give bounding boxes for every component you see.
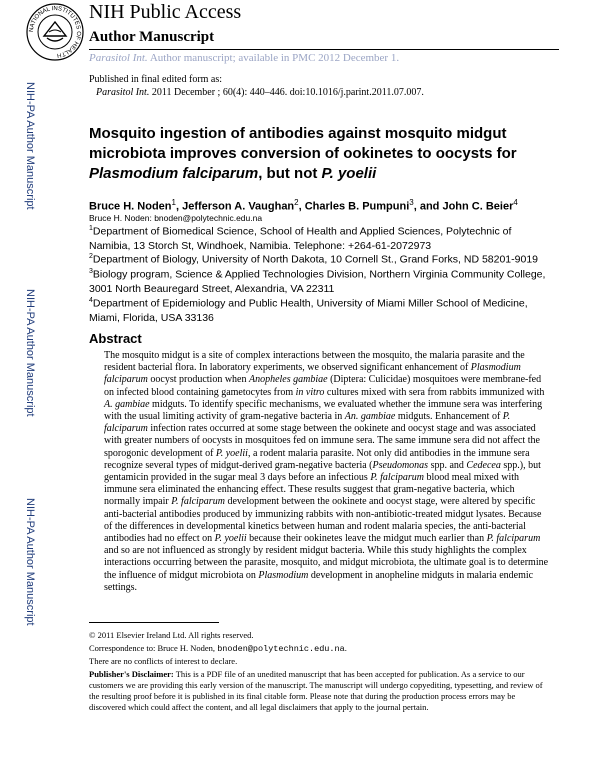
abstract-italic: in vitro: [295, 386, 325, 398]
author-separator: ,: [298, 200, 305, 213]
author-separator: ,: [175, 200, 183, 213]
correspondence-label: Correspondence to: Bruce H. Noden,: [89, 643, 218, 653]
author-sup: 4: [513, 198, 518, 207]
author-sup: 3: [409, 198, 414, 207]
abstract-italic: P. yoelii: [214, 533, 247, 545]
title-connector: , but not: [258, 165, 322, 182]
copyright-notice: © 2011 Elsevier Ireland Ltd. All rights reserved.: [89, 630, 254, 640]
author-sup: 2: [294, 198, 299, 207]
author-name: Jefferson A. Vaughan: [182, 200, 295, 213]
abstract-text: midguts. Enhancement of: [395, 411, 503, 423]
abstract-text: (Diptera: Culicidae) mosquitoes were membrane-fed on infected blood containing gametocytes from: [104, 374, 542, 398]
author-name: Bruce H. Noden: [89, 200, 172, 213]
corresponding-email: Bruce H. Noden: bnoden@polytechnic.edu.na: [89, 213, 263, 223]
correspondence-note: [89, 643, 549, 655]
availability-text: Author manuscript; available in PMC 2012 December 1.: [147, 52, 400, 64]
abstract-italic: P. falciparum: [370, 472, 425, 484]
citation-details: 2011 December ; 60(4): 440–446. doi:10.1016/j.parint.2011.07.007.: [149, 87, 424, 98]
abstract-italic: P. yoelii: [215, 447, 248, 459]
affiliation-1: [89, 222, 549, 253]
nih-seal-logo: [25, 2, 85, 62]
citation: [96, 87, 424, 98]
abstract-italic: An. gambiae: [344, 411, 396, 423]
header-title: NIH Public Access: [89, 1, 242, 23]
disclaimer-text: This is a PDF file of an unedited manuscript that has been accepted for publication. As a service to our customers we are providing this early version of the manuscript. The manuscript will undergo copyediting, typesetting, and review of the resulting proof before it is published in its final citable form. Please note that during the production process errors may be discovered which could affect the content, and all legal disclaimers that apply to the journal pertain.: [89, 669, 543, 712]
affiliation-sup: 4: [89, 297, 93, 304]
title-species-2: P. yoelii: [321, 165, 377, 182]
abstract-text: cultures mixed with sera from rabbits immunized with: [324, 386, 545, 398]
author-name: Charles B. Pumpuni: [304, 200, 410, 213]
svg-text:NATIONAL INSTITUTES OF HEALTH: NATIONAL INSTITUTES OF HEALTH: [28, 5, 82, 58]
affiliation-text: Biology program, Science & Applied Technologies Division, Northern Virginia Community College, 3001 North Beauregard Street, Alexandria, VA 22311: [89, 268, 546, 295]
published-in-label: Published in final edited form as:: [89, 74, 223, 85]
abstract-italic: P. falciparum: [171, 496, 225, 508]
title-text: Mosquito ingestion of antibodies against mosquito midgut microbiota improves conversion of ookinetes to oocysts for: [89, 125, 517, 162]
header-subtitle: Author Manuscript: [89, 29, 215, 45]
abstract-text: oocyst production when: [147, 374, 249, 386]
affiliation-text: Department of Biology, University of North Dakota, 10 Cornell St., Grand Forks, ND 58201-9019: [92, 253, 538, 266]
affiliation-sup: 3: [89, 268, 93, 275]
conflict-statement: There are no conflicts of interest to declare.: [89, 656, 238, 666]
abstract-text: development between the ookinete and oocyst stage, were altered by specific anti-bacterial antibodies produced by immunizing rabbits with non-antibiotic-treated midgut lysates. Because of the differences in developmental kinetics between human and rodent malaria species, the anti-bacterial antibodies had no effect on: [104, 496, 542, 545]
abstract-text: midguts. To identify specific mechanisms, we evaluated whether the immune sera was interfering with the usual limiting activity of gram-negative bacteria in: [104, 398, 543, 423]
availability-line: [89, 52, 399, 64]
header-divider: [89, 49, 559, 50]
publisher-disclaimer: [89, 669, 549, 713]
abstract-heading: Abstract: [89, 331, 142, 346]
abstract-text: The mosquito midgut is a site of complex interactions between the mosquito, the malaria parasite and the resident bacterial flora. In laboratory experiments, we observed significant enhancement of: [104, 350, 525, 374]
abstract-italic: A. gambiae: [104, 398, 150, 410]
abstract-italic: Cedecea: [466, 459, 501, 471]
abstract-italic: P. falciparum: [104, 411, 511, 435]
abstract-text: development in anopheline midguts in malaria endemic settings.: [104, 569, 534, 593]
author-separator: , and: [413, 200, 443, 213]
footnote-divider: [89, 622, 219, 623]
abstract-text: , a rodent malaria parasite. Not only did antibodies in the immune sera recognize several types of midgut-derived gram-negative bacteria (: [104, 447, 530, 471]
abstract-text: blood meal mixed with immune sera eliminated the enhancing effect. These results suggest that gram-negative bacteria, which normally impair: [104, 472, 520, 508]
article-title: [89, 124, 529, 184]
disclaimer-label: Publisher's Disclaimer:: [89, 669, 174, 679]
abstract-italic: Anopheles gambiae: [248, 374, 328, 386]
affiliation-text: Department of Epidemiology and Public Health, University of Miami Miller School of Medicine, Miami, Florida, USA 33136: [89, 297, 528, 324]
side-label-top: NIH-PA Author Manuscript: [24, 82, 36, 210]
abstract-italic: Plasmodium: [258, 569, 309, 581]
abstract-text: spp. and: [428, 459, 467, 471]
abstract-body: [104, 350, 550, 594]
affiliation-3: [89, 265, 549, 296]
abstract-text: spp.), but gentamicin provided in the sugar meal 3 days before an infectious: [104, 459, 541, 484]
author-sup: 1: [171, 198, 176, 207]
correspondence-end: .: [344, 643, 347, 653]
affiliation-text: Department of Biomedical Science, School of Health and Applied Sciences, Polytechnic of Namibia, 13 Storch St, Windhoek, Namibia. Telephone: +264-61-2072973: [89, 225, 512, 252]
abstract-text: and so are not influenced as strongly by resident midgut bacteria. While this study highlights the complex interactions occurring between the parasite, mosquito, and midgut microbiota, the ultimate goal is to determine the influence of midgut microbiota on: [104, 545, 549, 581]
citation-journal: Parasitol Int.: [96, 87, 150, 98]
abstract-italic: P. falciparum: [486, 533, 541, 545]
abstract-italic: Pseudomonas: [372, 459, 429, 471]
affiliation-4: [89, 294, 549, 325]
abstract-text: because their ookinetes leave the midgut much earlier than: [246, 533, 487, 545]
author-name: John C. Beier: [442, 200, 514, 213]
availability-journal: Parasitol Int.: [89, 52, 148, 64]
side-label-bottom: NIH-PA Author Manuscript: [24, 498, 36, 626]
correspondence-email: bnoden@polytechnic.edu.na: [217, 644, 345, 654]
side-label-middle: NIH-PA Author Manuscript: [24, 289, 36, 417]
affiliation-sup: 1: [89, 225, 93, 232]
abstract-text: infection rates occurred at some stage between the ookinete and oocyst stage and was associated with greater numbers of oocysts in mosquitoes fed on immune sera. The same immune sera did not affect the sporogonic development of: [104, 423, 540, 459]
title-species-1: Plasmodium falciparum: [89, 165, 259, 182]
abstract-italic: Plasmodium falciparum: [104, 362, 521, 386]
affiliation-sup: 2: [89, 253, 93, 260]
